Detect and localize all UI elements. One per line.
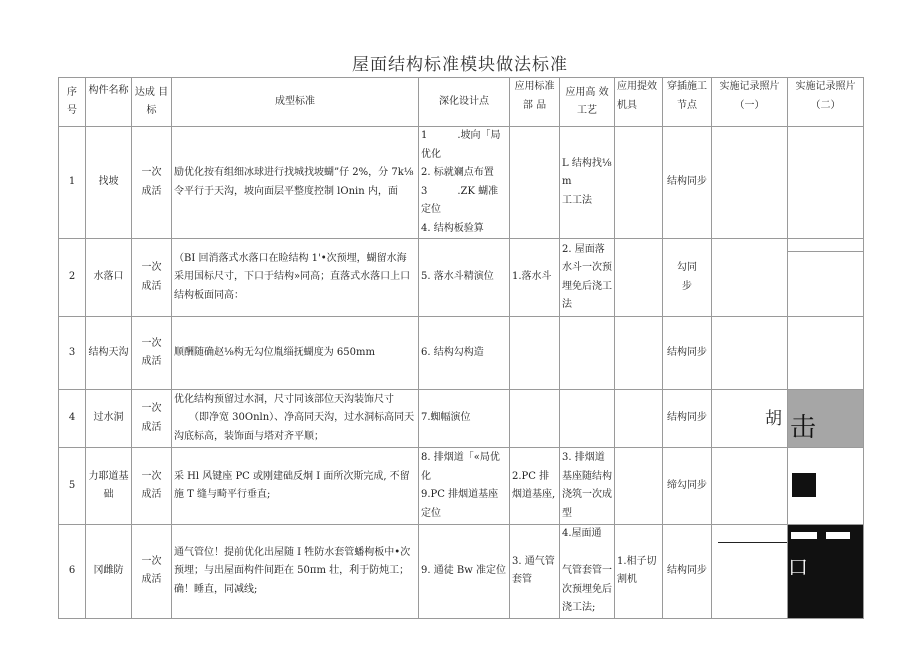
row-design: 1 .坡向「局优化 2. 标就斓点布置 3 .ZK 蝴准定位 4. 结构板验算	[419, 127, 510, 239]
row-app-mach	[615, 127, 663, 239]
row-node: 结构同步	[663, 127, 712, 239]
row-app-mach: 1.相子切割机	[615, 525, 663, 619]
header-photo1: 实施记录照片 （一）	[712, 78, 788, 127]
row-standard: 优化结构预留过水洞，尺寸同该部位天沟装饰尺寸 （即净宽 30Onln）、净高同天沟，过水洞标高同天沟底标高，装饰面与塔对齐平顺；	[172, 390, 419, 448]
row-app-tech: 4.屋面通 气管套管一次预埋免后浇工法;	[560, 525, 615, 619]
photo-slot	[788, 127, 864, 239]
row-name: 冈雌防	[86, 525, 132, 619]
row-name: 水落口	[86, 239, 132, 317]
photo-stripe	[791, 532, 817, 539]
row-app-std: 2.PC 排烟道基座,	[510, 448, 560, 525]
row-name: 结构天沟	[86, 317, 132, 390]
row-target: 一次 成活	[132, 127, 172, 239]
photo-slot	[712, 390, 788, 448]
row-name: 力耶道基础	[86, 448, 132, 525]
header-row	[59, 78, 864, 127]
photo-line	[718, 542, 787, 543]
row-app-tech	[560, 317, 615, 390]
page-title: 屋面结构标准模块做法标准	[352, 55, 568, 75]
table-row	[59, 448, 864, 525]
row-app-std	[510, 127, 560, 239]
row-target: 一次 成活	[132, 317, 172, 390]
header-seq: 序 号	[59, 78, 86, 127]
row-seq: 3	[59, 317, 86, 390]
table-row	[59, 390, 864, 448]
photo-slot	[712, 525, 788, 619]
row-app-mach	[615, 239, 663, 317]
row-app-tech: 2. 屋面落水斗一次预埋免后浇工法	[560, 239, 615, 317]
table-row	[59, 317, 864, 390]
header-app-mach: 应用提效 机具	[615, 78, 663, 127]
photo-border-line	[788, 251, 863, 252]
photo-slot	[788, 239, 864, 317]
row-design: 5. 落水斗精演位	[419, 239, 510, 317]
table-row	[59, 525, 864, 619]
photo-mark: 击	[790, 413, 817, 443]
row-app-std: 1.落水斗	[510, 239, 560, 317]
row-node: 结构同步	[663, 390, 712, 448]
row-name: 找坡	[86, 127, 132, 239]
photo-mark: 口	[788, 555, 808, 579]
row-app-mach	[615, 390, 663, 448]
row-standard: 励优化按有组细冰球进行找城找坡蝴”仔 2%，分 7k⅛令平行于天沟，坡向面层平整度控制 lOnin 内，面	[172, 127, 419, 239]
header-photo2: 实施记录照片 （二）	[788, 78, 864, 127]
row-standard: 通气管位！提前优化出屋随 I 牲防水套管蟠枸板中•次预埋；与出屋面构件间距在 50πm 壮，利于防炖工；确！睡直，同减线;	[172, 525, 419, 619]
header-app-tech: 应用高 效工艺	[560, 78, 615, 127]
row-standard: 顺酬随确赵⅛构无勾位胤缁抚蝴度为 650mm	[172, 317, 419, 390]
photo-slot	[712, 317, 788, 390]
row-app-std	[510, 390, 560, 448]
row-app-tech	[560, 390, 615, 448]
photo-slot-image	[788, 448, 864, 525]
row-app-tech: 3. 排烟道基座随结构浇筑一次成型	[560, 448, 615, 525]
row-target: 一次 成活	[132, 448, 172, 525]
header-design: 深化设计点	[419, 78, 510, 127]
row-app-std	[510, 317, 560, 390]
row-design: 7.蜘幅演位	[419, 390, 510, 448]
row-name: 过水洞	[86, 390, 132, 448]
photo-slot	[712, 239, 788, 317]
header-standard: 成型标准	[172, 78, 419, 127]
table-row	[59, 239, 864, 317]
row-seq: 5	[59, 448, 86, 525]
row-node: 结构同步	[663, 525, 712, 619]
row-app-std: 3. 通气管套管	[510, 525, 560, 619]
header-app-std: 应用标准部 品	[510, 78, 560, 127]
photo-slot	[788, 317, 864, 390]
table-row	[59, 127, 864, 239]
row-design: 6. 结构勾构造	[419, 317, 510, 390]
row-seq: 1	[59, 127, 86, 239]
photo-slot	[712, 127, 788, 239]
row-target: 一次 成活	[132, 239, 172, 317]
row-design: 9. 通徒 Bw 准定位	[419, 525, 510, 619]
row-node: 勾同 步	[663, 239, 712, 317]
photo-slot-image	[788, 525, 864, 619]
row-target: 一次 成活	[132, 390, 172, 448]
row-target: 一次 成活	[132, 525, 172, 619]
photo-slot-image	[788, 390, 864, 448]
row-seq: 6	[59, 525, 86, 619]
row-standard: 采 Hl 风键座 PC 或刚建础反炯 I 面所次斯完成, 不留施 T 缝与畸平行垂直;	[172, 448, 419, 525]
header-name: 构件名称	[86, 78, 132, 127]
row-design: 8. 排烟道「«局优化 9.PC 排烟道基座定位	[419, 448, 510, 525]
row-seq: 4	[59, 390, 86, 448]
row-node: 结构同步	[663, 317, 712, 390]
header-target: 达成 目标	[132, 78, 172, 127]
photo-stripe	[826, 532, 850, 539]
row-app-mach	[615, 317, 663, 390]
standards-table	[58, 77, 864, 619]
photo-mark: 胡	[765, 409, 782, 429]
row-node: 缔勾同步	[663, 448, 712, 525]
photo-slot	[712, 448, 788, 525]
photo-block	[792, 473, 816, 497]
header-node: 穿插施工 节点	[663, 78, 712, 127]
row-app-mach	[615, 448, 663, 525]
row-app-tech: L 结构找⅛m 工工法	[560, 127, 615, 239]
row-seq: 2	[59, 239, 86, 317]
row-standard: （BI 回消落式水落口在睑结构 1'•次预埋，蝴留水海采用国标尺寸，下口于结构»同高；直落式水落口上口结构板面同高：	[172, 239, 419, 317]
